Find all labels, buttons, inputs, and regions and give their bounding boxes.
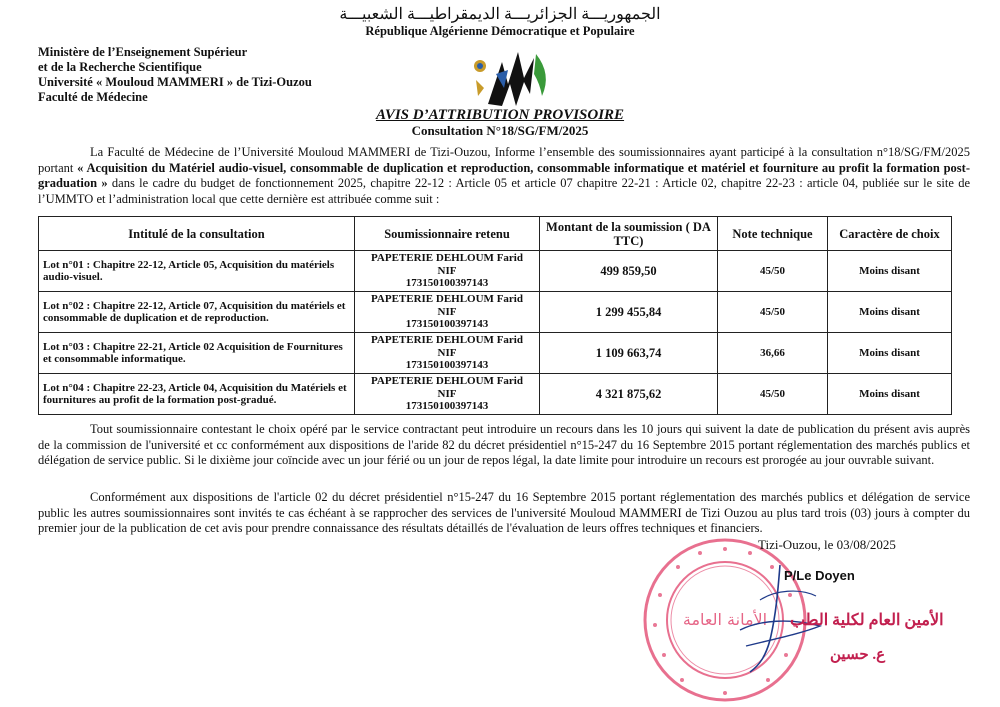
nif-label: NIF [437,305,457,318]
supplier-cell [355,333,540,374]
note-cell: 36,66 [718,333,828,374]
intro-bold: « Acquisition du Matériel audio-visuel, consommable de duplication et reproduction, consommable informatique et matériel et fourniture au profit la formation post-graduation » [38,160,970,190]
date-line: Tizi-Ouzou, le 03/08/2025 [758,537,896,552]
supplier-cell [355,251,540,292]
results-access-paragraph [38,490,970,537]
intro-text-2: dans le cadre du budget de fonctionnement 2025, chapitre 22-12 : Article 05 et article 07 chapitre 22-21 : Article 02, chapitre 22-23 : article 04, publiée sur le site de l’UMMTO et l’administration local que cette dernière est attribuée comme suit : [38,176,970,206]
note-cell: 45/50 [718,292,828,333]
ministry-line: Université « Mouloud MAMMERI » de Tizi-Ouzou [38,75,312,89]
header-soumissionnaire: Soumissionnaire retenu [355,217,540,251]
table-row [39,292,952,333]
header-intitule: Intitulé de la consultation [39,217,355,251]
nif-number: 173150100397143 [405,400,489,413]
intro-paragraph [38,145,970,207]
table-row [39,333,952,374]
consultation-number: Consultation N°18/SG/FM/2025 [411,123,589,138]
results-access-text: Conformément aux dispositions de l'article 02 du décret présidentiel n°15-247 du 16 Septembre 2015 portant réglementation des marchés publics et délégation de service public les autres soumissionnaires sont invités te cas échéant à se rapprocher des services de l'université Mouloud MAMMERI de Tizi Ouzou au plus tard trois (03) jours à compter du premier jour de la publication de cet avis pour prendre connaissance des résultats détaillés de l'évaluation de leurs offres techniques et financiers. [38,490,970,535]
nif-number: 173150100397143 [405,359,489,372]
republic-title: République Algérienne Démocratique et Populaire [365,24,635,38]
ministry-line: Faculté de Médecine [38,90,148,104]
lot-cell: Lot n°03 : Chapitre 22-21, Article 02 Acquisition de Fournitures et consommable informatique. [39,333,355,374]
attribution-table [38,216,952,415]
note-cell: 45/50 [718,251,828,292]
nif-label: NIF [437,264,457,277]
stamp-text: الأمانة العامة [682,610,768,629]
lot-cell: Lot n°02 : Chapitre 22-12, Article 07, Acquisition du matériels et consommable de duplication et de reproduction. [39,292,355,333]
amount-cell: 499 859,50 [540,251,718,292]
supplier-name: PAPETERIE DEHLOUM Farid [371,252,523,265]
header-montant: Montant de la soumission ( DA TTC) [540,217,718,251]
choice-cell: Moins disant [828,374,952,415]
lot-cell: Lot n°04 : Chapitre 22-23, Article 04, Acquisition du Matériels et fournitures au profit de la formation post-gradué. [39,374,355,415]
ministry-line: Ministère de l’Enseignement Supérieur [38,45,248,59]
choice-cell: Moins disant [828,333,952,374]
amount-cell: 1 109 663,74 [540,333,718,374]
recourse-paragraph [38,422,970,469]
ministry-block [38,45,312,105]
page-title: AVIS D’ATTRIBUTION PROVISOIRE [375,107,625,123]
header-caractere: Caractère de choix [828,217,952,251]
arabic-republic-title: الجمهوريـــة الجزائريـــة الديمقراطيـــة الشعبيـــة [339,6,661,23]
supplier-cell [355,374,540,415]
table-header-row [39,217,952,251]
amount-cell: 1 299 455,84 [540,292,718,333]
signature-arabic-title: الأمين العام لكلية الطب [790,612,944,629]
intro-text-1: La Faculté de Médecine de l’Université Mouloud MAMMERI de Tizi-Ouzou, Informe l’ensemble des soumissionnaires ayant participé à la consultation n°18/SG/FM/2025 portant [38,145,970,175]
choice-cell: Moins disant [828,292,952,333]
header-note: Note technique [718,217,828,251]
signatory-title: P/Le Doyen [784,568,855,583]
amount-cell: 4 321 875,62 [540,374,718,415]
nif-number: 173150100397143 [405,277,489,290]
nif-label: NIF [437,346,457,359]
supplier-name: PAPETERIE DEHLOUM Farid [371,375,523,388]
choice-cell: Moins disant [828,251,952,292]
note-cell: 45/50 [718,374,828,415]
supplier-cell [355,292,540,333]
lot-cell: Lot n°01 : Chapitre 22-12, Article 05, Acquisition du matériels audio-visuel. [39,251,355,292]
table-row [39,374,952,415]
supplier-name: PAPETERIE DEHLOUM Farid [371,293,523,306]
ministry-line: et de la Recherche Scientifique [38,60,202,74]
nif-number: 173150100397143 [405,318,489,331]
supplier-name: PAPETERIE DEHLOUM Farid [371,334,523,347]
table-row [39,251,952,292]
recourse-text: Tout soumissionnaire contestant le choix opéré par le service contractant peut introduire un recours dans les 10 jours qui suivent la date de publication du présent avis auprès de la commission de l'université et cc conformément aux dispositions de l'aride 82 du décret présidentiel n°15-247 du 16 Septembre 2015 portant réglementation des marchés publics et délégation de service public. Si le dixième jour coïncide avec un jour férié ou un jour de repos légal, la date limite pour introduire un recours est prorogée au jour ouvrable suivant. [38,422,970,467]
signature-arabic-name: ع. حسين [830,647,886,663]
university-logo [468,44,554,116]
nif-label: NIF [437,387,457,400]
